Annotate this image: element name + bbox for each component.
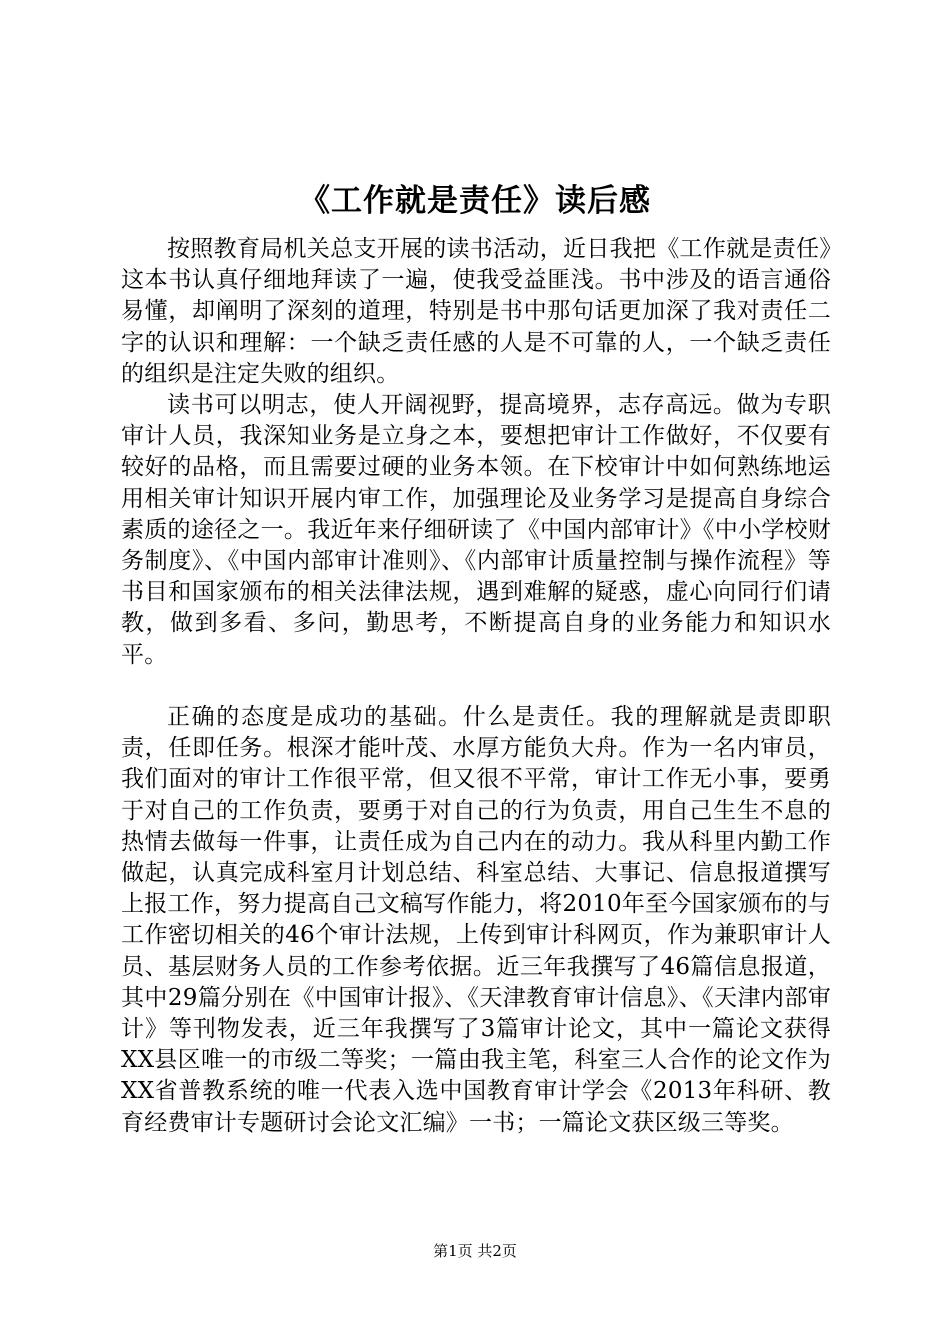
paragraph-3: 正确的态度是成功的基础。什么是责任。我的理解就是责即职责，任即任务。根深才能叶茂、水厚方能负大舟。作为一名内审员，我们面对的审计工作很平常，但又很不平常，审计工作无小事，要勇于对自己的工作负责，要勇于对自己的行为负责，用自己生生不息的热情去做每一件事，让责任成为自己内在的动力。我从科里内勤工作做起，认真完成科室月计划总结、科室总结、大事记、信息报道撰写上报工作，努力提高自己文稿写作能力，将2010年至今国家颁布的与工作密切相关的46个审计法规，上传到审计科网页，作为兼职审计人员、基层财务人员的工作参考依据。近三年我撰写了46篇信息报道，其中29篇分别在《中国审计报》、《天津教育审计信息》、《天津内部审计》等刊物发表，近三年我撰写了3篇审计论文，其中一篇论文获得XX县区唯一的市级二等奖；一篇由我主笔，科室三人合作的论文作为XX省普教系统的唯一代表入选中国教育审计学会《2013年科研、教育经费审计专题研讨会论文汇编》一书；一篇论文获区级三等奖。 [121,704,831,1136]
paragraph-2: 读书可以明志，使人开阔视野，提高境界，志存高远。做为专职审计人员，我深知业务是立身之本，要想把审计工作做好，不仅要有较好的品格，而且需要过硬的业务本领。在下校审计中如何熟练地运用相关审计知识开展内审工作，加强理论及业务学习是提高自身综合素质的途径之一。我近年来仔细研读了《中国内部审计》《中小学校财务制度》、《中国内部审计准则》、《内部审计质量控制与操作流程》等书目和国家颁布的相关法律法规，遇到难解的疑惑，虚心向同行们请教，做到多看、多问，勤思考，不断提高自身的业务能力和知识水平。 [121,392,831,668]
page-number-footer: 第1页 共2页 [433,1242,517,1260]
document-body [121,234,831,1139]
paragraph-1: 按照教育局机关总支开展的读书活动，近日我把《工作就是责任》这本书认真仔细地拜读了一遍，使我受益匪浅。书中涉及的语言通俗易懂，却阐明了深刻的道理，特别是书中那句话更加深了我对责任二字的认识和理解：一个缺乏责任感的人是不可靠的人，一个缺乏责任的组织是注定失败的组织。 [121,236,831,387]
paragraph-spacer [121,671,831,702]
document-title: 《工作就是责任》读后感 [299,183,651,219]
